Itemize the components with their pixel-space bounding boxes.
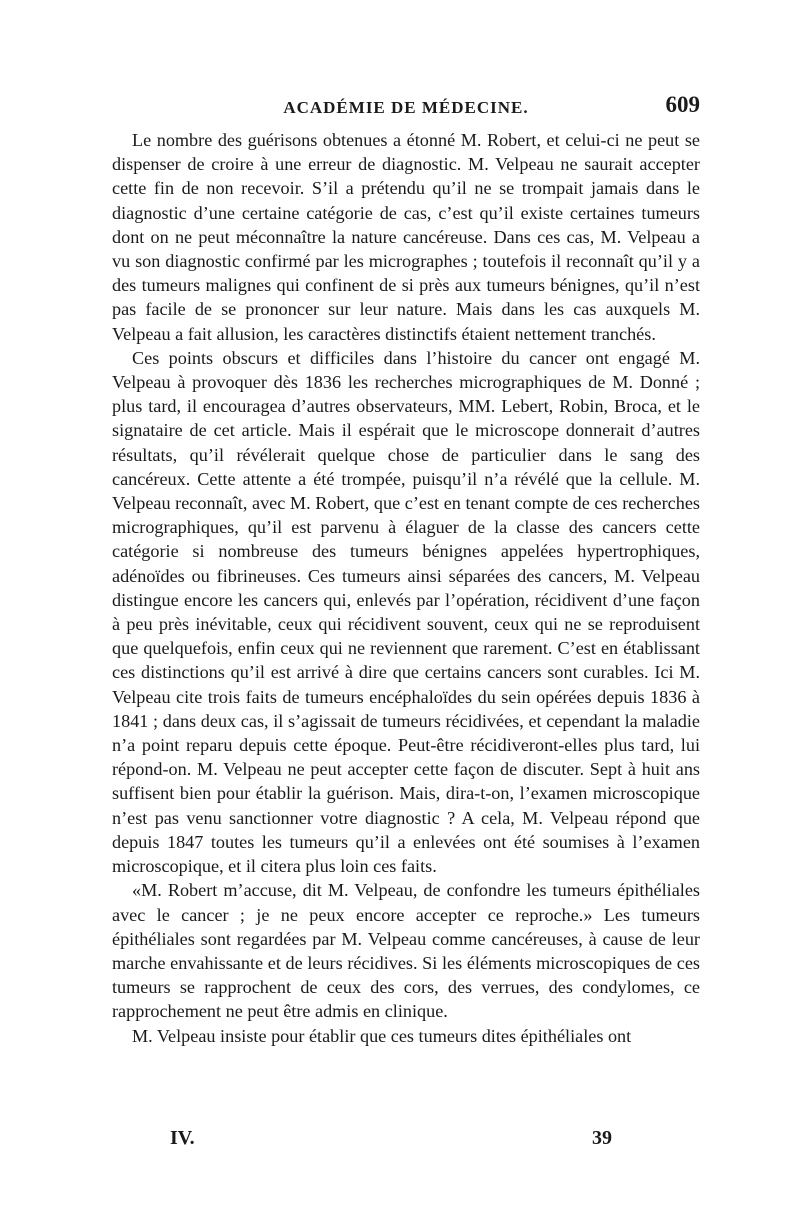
signature-mark: IV. xyxy=(170,1127,195,1149)
paragraph: «M. Robert m’accuse, dit M. Velpeau, de confondre les tumeurs épithéliales avec le cancer ; je ne peux encore accepter ce reproche.» Les tumeurs épithéliales sont regardées par M. Velpeau comme cancéreuses, à cause de leur marche envahissante et de leurs récidives. Si les éléments microscopiques de ces tumeurs se rapprochent de ceux des cors, des verrues, des condylomes, ce rapprochement ne peut être admis en clinique. xyxy=(112,880,700,1022)
sheet-number: 39 xyxy=(592,1127,612,1149)
running-head xyxy=(112,92,700,128)
page-number: 609 xyxy=(665,92,700,117)
page-content xyxy=(112,92,700,1048)
paragraph: Le nombre des guérisons obtenues a étonné M. Robert, et celui-ci ne peut se dispenser de croire à une erreur de diagnostic. M. Velpeau ne saurait accepter cette fin de non recevoir. S’il a prétendu qu’il ne se trompait jamais dans le diagnostic d’une certaine catégorie de cas, c’est qu’il existe certaines tumeurs dont on ne peut méconnaître la nature cancéreuse. Dans ces cas, M. Velpeau a vu son diagnostic confirmé par les micrographes ; toutefois il reconnaît qu’il y a des tumeurs malignes qui confinent de si près aux tumeurs bénignes, qu’il n’est pas facile de se prononcer sur leur nature. Mais dans les cas auxquels M. Velpeau a fait allusion, les caractères distinctifs étaient nettement tranchés. xyxy=(112,130,700,344)
paragraph: M. Velpeau insiste pour établir que ces tumeurs dites épithéliales ont xyxy=(132,1025,632,1046)
body-text xyxy=(112,128,700,1048)
running-title: ACADÉMIE DE MÉDECINE. xyxy=(283,98,529,117)
paragraph: Ces points obscurs et difficiles dans l’histoire du cancer ont engagé M. Velpeau à provoquer dès 1836 les recherches micrographiques de M. Donné ; plus tard, il encouragea d’autres observateurs, MM. Lebert, Robin, Broca, et le signataire de cet article. Mais il espérait que le microscope donnerait d’autres résultats, qu’il révélerait quelque chose de particulier dans le sang des cancéreux. Cette attente a été trompée, puisqu’il n’a révélé que la cellule. M. Velpeau reconnaît, avec M. Robert, que c’est en tenant compte de ces recherches micrographiques, qu’il est parvenu à élaguer de la classe des cancers cette catégorie si nombreuse des tumeurs bénignes appelées hypertrophiques, adénoïdes ou fibrineuses. Ces tumeurs ainsi séparées des cancers, M. Velpeau distingue encore les cancers qui, enlevés par l’opération, récidivent d’une façon à peu près inévitable, ceux qui récidivent souvent, ceux qui ne se reproduisent que quelquefois, enfin ceux qui ne reviennent que rarement. C’est en établissant ces distinctions qu’il est arrivé à dire que certains cancers sont curables. Ici M. Velpeau cite trois faits de tumeurs encéphaloïdes du sein opérées depuis 1836 à 1841 ; dans deux cas, il s’agissait de tumeurs récidivées, et cependant la maladie n’a point reparu depuis cette époque. Peut-être récidiveront-elles plus tard, lui répond-on. M. Velpeau ne peut accepter cette façon de discuter. Sept à huit ans suffisent bien pour établir la guérison. Mais, dira-t-on, l’examen microscopique n’est pas venu sanctionner votre diagnostic ? A cela, M. Velpeau répond que depuis 1847 toutes les tumeurs qu’il a enlevées ont été soumises à l’examen microscopique, et il citera plus loin ces faits. xyxy=(112,347,700,877)
